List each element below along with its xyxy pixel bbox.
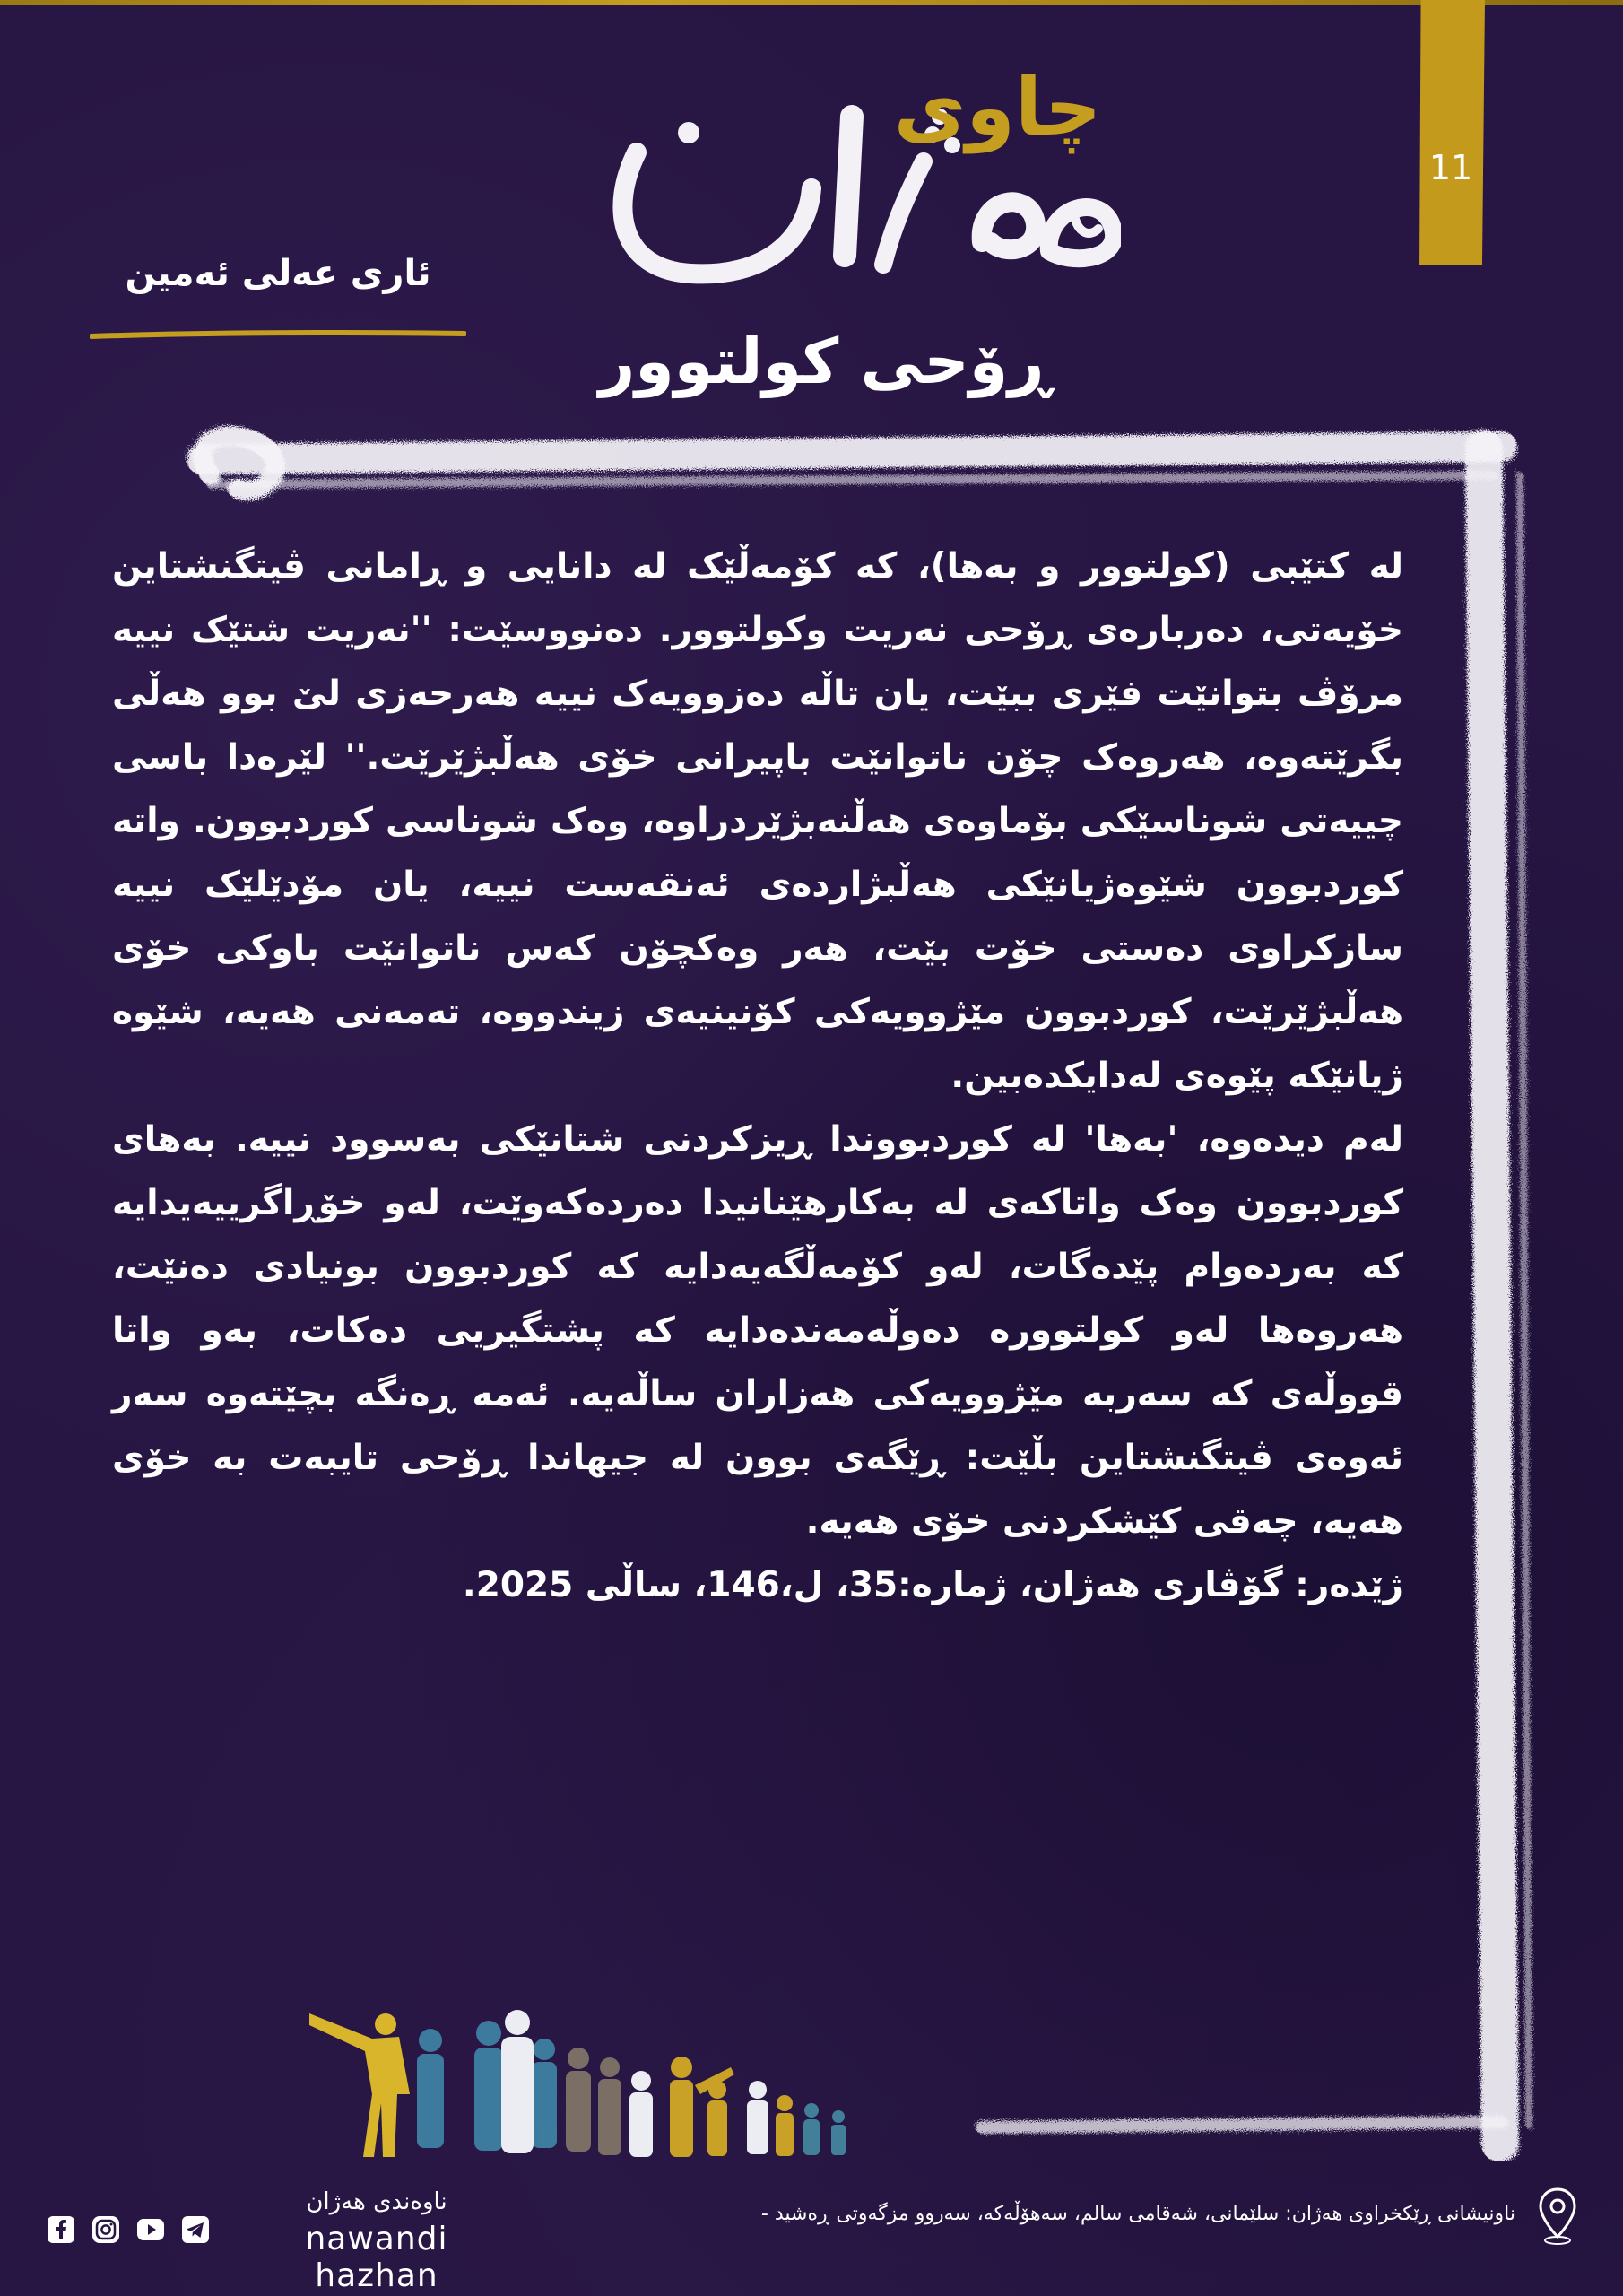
logo-large-text <box>583 63 584 64</box>
brand-name-english: nawandi hazhan <box>305 2221 448 2294</box>
brand-name-kurdish: ناوەندی هەژان <box>306 2188 447 2215</box>
article-source: ژێدەر: گۆڤاری هەژان، ژمارە:35، ل،146، ساڵی 2025. <box>462 1565 1403 1605</box>
social-links <box>45 2212 215 2248</box>
author-underline <box>90 330 466 339</box>
page-number: 11 <box>1428 148 1473 187</box>
crowd-silhouettes-illustration <box>309 2005 865 2166</box>
page-number-tab <box>1417 0 1485 265</box>
facebook-icon[interactable] <box>45 2213 77 2246</box>
article-title: ڕۆحی کولتوور <box>599 325 1051 398</box>
youtube-icon[interactable] <box>135 2213 167 2246</box>
article-paragraph-1: لە کتێبی (کولتوور و بەها)، کە کۆمەڵێک لە دانایی و ڕامانی ڤیتگنشتاین خۆیەتی، دەربارەی ڕۆحی نەریت وکولتوور. دەنووسێت: ''نەریت شتێک نییە مرۆڤ بتوانێت فێری ببێت، یان تاڵە دەزوویەک نییە هەرحەزی لێ بوو هەڵی بگرێتەوە، هەروەک چۆن ناتوانێت باپیرانی خۆی هەڵبژێرێت.'' لێرەدا باسی چییەتی شوناسێکی بۆماوەی هەڵنەبژێردراوە، وەک شوناسی کوردبوون. واتە کوردبوون شێوەژیانێکی هەڵبژاردەی ئەنقەست نییە، یان مۆدێلێک نییە سازکراوی دەستی خۆت بێت، هەر وەکچۆن کەس ناتوانێت باوکی خۆی هەڵبژێرێت، کوردبوون مێژوویەکی کۆنینیەی زیندووە، تەمەنی هەیە، شێوە ژیانێکە پێوەی لەدایکدەبین. <box>112 546 1403 1096</box>
location-pin-icon <box>1538 2187 1577 2246</box>
telegram-icon[interactable] <box>179 2213 212 2246</box>
article-paragraph-2: لەم دیدەوە، 'بەها' لە کوردبووندا ڕیزکردنی شتانێکی بەسوود نییە. بەهای کوردبوون وەک واتاکەی لە بەکارهێنانیدا دەردەکەوێت، لەو خۆڕاگرییەیدایە کە بەردەوام پێدەگات، لەو کۆمەڵگەیەدایە کە کوردبوون بونیادی دەنێت، هەروەها لەو کولتوورە دەوڵەمەندەدایە کە پشتگیریی دەکات، بەو واتا قووڵەی کە سەربە مێژوویەکی هەزاران ساڵەیە. ئەمە ڕەنگە بچێتەوە سەر ئەوەی ڤیتگنشتاین بڵێت: ڕێگەی بوون لە جیهاندا ڕۆحی تایبەت بە خۆی هەیە، چەقی کێشکردنی خۆی هەیە. <box>112 1119 1403 1542</box>
article-body <box>112 535 1403 1617</box>
organization-address: ناونیشانی ڕێکخراوی هەژان: سلێمانی، شەقامی سالم، سەهۆڵەکە، سەروو مزگەوتی ڕەشید - <box>760 2203 1515 2225</box>
top-gold-line <box>0 0 1623 5</box>
author-name: ئاری عەلی ئەمین <box>125 253 431 294</box>
instagram-icon[interactable] <box>90 2213 122 2246</box>
logo-small-text: چاوی <box>893 61 1102 153</box>
